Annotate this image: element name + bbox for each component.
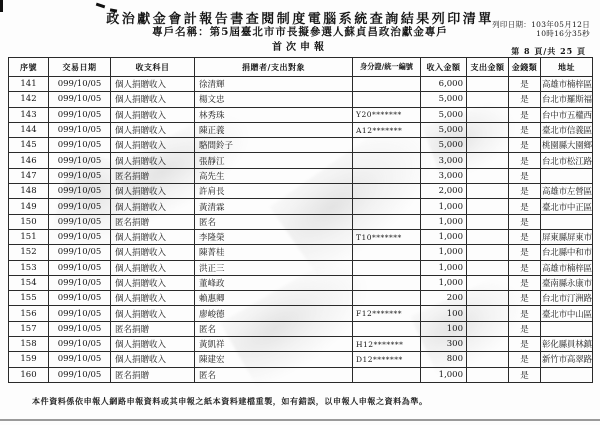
cell-income: 1,000 [421, 199, 467, 214]
cell-category: 匿名捐贈 [111, 214, 195, 229]
cell-date: 099/10/05 [49, 184, 111, 199]
cell-income: 1,000 [421, 214, 467, 229]
cell-date: 099/10/05 [49, 138, 111, 153]
cell-category: 個人捐贈收入 [111, 153, 195, 168]
cell-address: 台北市羅斯福 [541, 92, 593, 107]
cell-id [353, 77, 421, 92]
cell-date: 099/10/05 [49, 229, 111, 244]
cell-money: 是 [509, 337, 541, 352]
cell-address: 高雄市楠梓區 [541, 77, 593, 92]
cell-donor: 陳正義 [195, 122, 353, 137]
cell-serial: 146 [9, 153, 49, 168]
cell-income: 1,000 [421, 260, 467, 275]
cell-serial: 153 [9, 260, 49, 275]
cell-money: 是 [509, 367, 541, 382]
cell-money: 是 [509, 321, 541, 336]
cell-id [353, 153, 421, 168]
cell-id [353, 168, 421, 183]
cell-date: 099/10/05 [49, 77, 111, 92]
cell-date: 099/10/05 [49, 321, 111, 336]
cell-expense [467, 306, 509, 321]
cell-money: 是 [509, 92, 541, 107]
cell-date: 099/10/05 [49, 260, 111, 275]
cell-category: 個人捐贈收入 [111, 77, 195, 92]
cell-category: 個人捐贈收入 [111, 306, 195, 321]
print-date: 列印日期：103年05月12日 [492, 20, 590, 29]
cell-serial: 152 [9, 245, 49, 260]
cell-donor: 高先生 [195, 168, 353, 183]
cell-date: 099/10/05 [49, 367, 111, 382]
donation-table [8, 57, 593, 383]
cell-serial: 148 [9, 184, 49, 199]
table-row [9, 229, 593, 244]
cell-serial: 142 [9, 92, 49, 107]
cell-date: 099/10/05 [49, 92, 111, 107]
cell-date: 099/10/05 [49, 153, 111, 168]
table-row [9, 92, 593, 107]
table-row [9, 275, 593, 290]
cell-address [541, 367, 593, 382]
cell-donor: 李隆榮 [195, 229, 353, 244]
cell-donor: 賴惠卿 [195, 291, 353, 306]
cell-money: 是 [509, 168, 541, 183]
cell-serial: 149 [9, 199, 49, 214]
cell-income: 100 [421, 321, 467, 336]
cell-money: 是 [509, 291, 541, 306]
cell-expense [467, 352, 509, 367]
col-header-expense: 支出金額 [467, 58, 509, 77]
table-row [9, 199, 593, 214]
cell-serial: 147 [9, 168, 49, 183]
cell-income: 5,000 [421, 92, 467, 107]
col-header-id: 身分證/統一編號 [353, 58, 421, 77]
col-header-money: 金錢類 [509, 58, 541, 77]
cell-donor: 匿名 [195, 214, 353, 229]
cell-category: 個人捐贈收入 [111, 260, 195, 275]
cell-expense [467, 367, 509, 382]
page-title: 政治獻金會計報告書查閱制度電腦系統查詢結果列印清單 [106, 12, 494, 27]
table-row [9, 214, 593, 229]
cell-serial: 158 [9, 337, 49, 352]
table-row [9, 138, 593, 153]
cell-serial: 150 [9, 214, 49, 229]
table-row [9, 153, 593, 168]
cell-date: 099/10/05 [49, 199, 111, 214]
cell-address [541, 168, 593, 183]
cell-money: 是 [509, 306, 541, 321]
cell-money: 是 [509, 352, 541, 367]
cell-income: 6,000 [421, 77, 467, 92]
cell-money: 是 [509, 184, 541, 199]
cell-income: 800 [421, 352, 467, 367]
cell-expense [467, 168, 509, 183]
cell-income: 1,000 [421, 275, 467, 290]
cell-income: 1,000 [421, 245, 467, 260]
cell-category: 個人捐贈收入 [111, 275, 195, 290]
cell-category: 個人捐贈收入 [111, 107, 195, 122]
cell-category: 個人捐贈收入 [111, 337, 195, 352]
account-name: 專戶名稱：第5屆臺北市市長擬參選人蘇貞昌政治獻金專戶 [152, 26, 448, 38]
cell-expense [467, 122, 509, 137]
cell-id [353, 92, 421, 107]
cell-id [353, 184, 421, 199]
cell-expense [467, 153, 509, 168]
cell-category: 個人捐贈收入 [111, 352, 195, 367]
cell-category: 個人捐贈收入 [111, 245, 195, 260]
cell-serial: 159 [9, 352, 49, 367]
cell-id [353, 245, 421, 260]
cell-expense [467, 92, 509, 107]
cell-donor: 黃凱祥 [195, 337, 353, 352]
cell-donor: 陳菁桂 [195, 245, 353, 260]
cell-category: 個人捐贈收入 [111, 184, 195, 199]
print-time: 10時16分35秒 [536, 29, 590, 38]
cell-income: 5,000 [421, 138, 467, 153]
cell-date: 099/10/05 [49, 291, 111, 306]
cell-money: 是 [509, 229, 541, 244]
cell-income: 3,000 [421, 153, 467, 168]
cell-id [353, 275, 421, 290]
cell-expense [467, 77, 509, 92]
cell-expense [467, 199, 509, 214]
cell-expense [467, 275, 509, 290]
cell-donor: 張靜江 [195, 153, 353, 168]
footer-note: 本件資料係依申報人網路申報資料或其申報之紙本資料建檔重製，如有錯誤，以申報人申報之資料為準。 [32, 396, 428, 406]
cell-id [353, 199, 421, 214]
cell-serial: 154 [9, 275, 49, 290]
cell-income: 2,000 [421, 184, 467, 199]
report-type: 首次申報 [272, 42, 328, 53]
col-header-donor: 捐贈者/支出對象 [195, 58, 353, 77]
cell-donor: 駱間鈴子 [195, 138, 353, 153]
cell-donor: 陳建宏 [195, 352, 353, 367]
cell-donor: 洪正三 [195, 260, 353, 275]
cell-money: 是 [509, 122, 541, 137]
cell-category: 匿名捐贈 [111, 367, 195, 382]
cell-donor: 徐清輝 [195, 77, 353, 92]
cell-date: 099/10/05 [49, 107, 111, 122]
cell-serial: 141 [9, 77, 49, 92]
cell-address [541, 214, 593, 229]
col-header-income: 收入金額 [421, 58, 467, 77]
table-row [9, 367, 593, 382]
cell-id [353, 260, 421, 275]
cell-address: 高雄市左營區 [541, 184, 593, 199]
cell-expense [467, 245, 509, 260]
cell-date: 099/10/05 [49, 352, 111, 367]
cell-serial: 151 [9, 229, 49, 244]
cell-donor: 許肩長 [195, 184, 353, 199]
cell-category: 個人捐贈收入 [111, 138, 195, 153]
cell-money: 是 [509, 153, 541, 168]
cell-date: 099/10/05 [49, 275, 111, 290]
cell-income: 200 [421, 291, 467, 306]
cell-address: 臺北市中山區 [541, 306, 593, 321]
donation-table-container [8, 57, 592, 383]
cell-serial: 143 [9, 107, 49, 122]
bottom-rule [0, 419, 600, 421]
cell-money: 是 [509, 138, 541, 153]
cell-category: 匿名捐贈 [111, 168, 195, 183]
cell-category: 個人捐贈收入 [111, 291, 195, 306]
cell-id: Y20******* [353, 107, 421, 122]
cell-address: 屏東縣屏東市 [541, 229, 593, 244]
cell-id [353, 367, 421, 382]
cell-date: 099/10/05 [49, 122, 111, 137]
cell-serial: 155 [9, 291, 49, 306]
cell-id: H12******* [353, 337, 421, 352]
cell-id [353, 291, 421, 306]
cell-address: 桃園縣大園鄉 [541, 138, 593, 153]
col-header-category: 收支科目 [111, 58, 195, 77]
cell-id [353, 321, 421, 336]
table-row [9, 291, 593, 306]
cell-category: 匿名捐贈 [111, 321, 195, 336]
table-row [9, 260, 593, 275]
cell-money: 是 [509, 260, 541, 275]
cell-address: 台北市汀洲路 [541, 291, 593, 306]
cell-money: 是 [509, 245, 541, 260]
table-row [9, 184, 593, 199]
cell-money: 是 [509, 107, 541, 122]
cell-date: 099/10/05 [49, 337, 111, 352]
cell-income: 300 [421, 337, 467, 352]
cell-address: 新竹市高翠路 [541, 352, 593, 367]
table-row [9, 107, 593, 122]
cell-date: 099/10/05 [49, 214, 111, 229]
cell-category: 個人捐贈收入 [111, 229, 195, 244]
table-row [9, 168, 593, 183]
cell-income: 1,000 [421, 367, 467, 382]
cell-expense [467, 184, 509, 199]
cell-donor: 楊文忠 [195, 92, 353, 107]
cell-id [353, 214, 421, 229]
col-header-date: 交易日期 [49, 58, 111, 77]
cell-category: 個人捐贈收入 [111, 92, 195, 107]
table-row [9, 306, 593, 321]
cell-category: 個人捐贈收入 [111, 122, 195, 137]
cell-donor: 匿名 [195, 367, 353, 382]
cell-address: 高雄市楠梓區 [541, 260, 593, 275]
cell-expense [467, 260, 509, 275]
table-row [9, 245, 593, 260]
cell-address: 臺南縣永康市 [541, 275, 593, 290]
cell-money: 是 [509, 77, 541, 92]
cell-id: F12******* [353, 306, 421, 321]
page-number: 第 8 頁/共 25 頁 [511, 46, 586, 56]
cell-address: 台北縣中和市 [541, 245, 593, 260]
cell-serial: 145 [9, 138, 49, 153]
cell-donor: 林秀珠 [195, 107, 353, 122]
cell-address: 臺北市中正區 [541, 199, 593, 214]
table-row [9, 352, 593, 367]
cell-donor: 黃清霖 [195, 199, 353, 214]
cell-income: 1,000 [421, 229, 467, 244]
table-header-row [9, 58, 593, 77]
cell-date: 099/10/05 [49, 168, 111, 183]
table-row [9, 77, 593, 92]
cell-income: 5,000 [421, 107, 467, 122]
cell-income: 100 [421, 306, 467, 321]
cell-address: 彰化縣員林鎮 [541, 337, 593, 352]
col-header-address: 地址 [541, 58, 593, 77]
table-row [9, 337, 593, 352]
cell-id: A12******* [353, 122, 421, 137]
cell-income: 5,000 [421, 122, 467, 137]
cell-serial: 144 [9, 122, 49, 137]
cell-income: 3,000 [421, 168, 467, 183]
cell-donor: 董峰政 [195, 275, 353, 290]
cell-expense [467, 138, 509, 153]
cell-date: 099/10/05 [49, 306, 111, 321]
cell-expense [467, 337, 509, 352]
cell-donor: 廖峻德 [195, 306, 353, 321]
cell-expense [467, 107, 509, 122]
cell-money: 是 [509, 275, 541, 290]
cell-id [353, 138, 421, 153]
cell-expense [467, 321, 509, 336]
cell-id: T10******* [353, 229, 421, 244]
cell-donor: 匿名 [195, 321, 353, 336]
cell-serial: 160 [9, 367, 49, 382]
col-header-serial: 序號 [9, 58, 49, 77]
cell-date: 099/10/05 [49, 245, 111, 260]
table-row [9, 321, 593, 336]
cell-serial: 157 [9, 321, 49, 336]
table-row [9, 122, 593, 137]
cell-category: 個人捐贈收入 [111, 199, 195, 214]
table-body [9, 77, 593, 383]
cell-id: D12******* [353, 352, 421, 367]
cell-address: 台中市五權西 [541, 107, 593, 122]
cell-money: 是 [509, 214, 541, 229]
cell-address: 臺北市信義區 [541, 122, 593, 137]
cell-expense [467, 229, 509, 244]
cell-money: 是 [509, 199, 541, 214]
print-datetime [492, 20, 590, 38]
cell-serial: 156 [9, 306, 49, 321]
cell-address: 台北市松江路 [541, 153, 593, 168]
cell-address [541, 321, 593, 336]
cell-expense [467, 214, 509, 229]
cell-expense [467, 291, 509, 306]
